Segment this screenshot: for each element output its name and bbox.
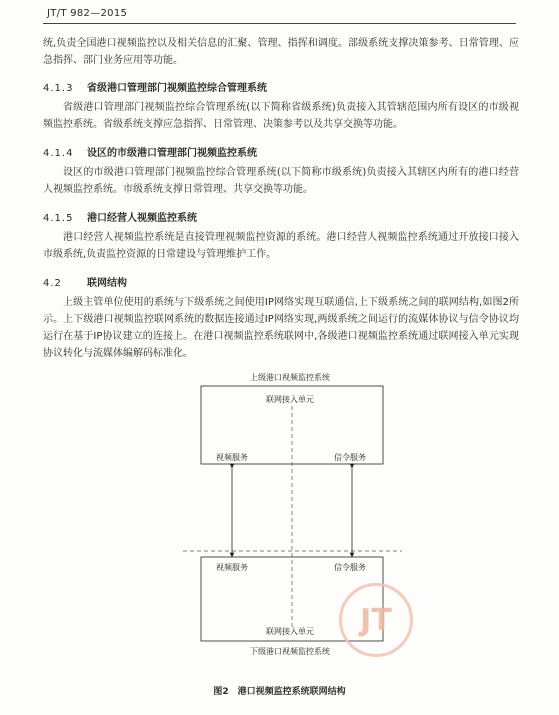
section-4-2-heading bbox=[43, 274, 127, 289]
upper-access-unit-label: 联网接入单元 bbox=[266, 395, 314, 404]
upper-system-label: 上级港口视频监控系统 bbox=[250, 373, 330, 382]
section-title: 省级港口管理部门视频监控综合管理系统 bbox=[87, 83, 267, 94]
lower-signal-service-label: 信令服务 bbox=[334, 563, 366, 572]
upper-system-box bbox=[201, 386, 383, 464]
section-title: 设区的市级港口管理部门视频监控系统 bbox=[87, 148, 257, 159]
section-number: 4.2 bbox=[43, 278, 62, 289]
watermark-text: JT bbox=[360, 602, 392, 638]
section-4-1-4-body: 设区的市级港口管理部门视频监控综合管理系统(以下简称市级系统)负责接入其辖区内所有的港口经营人视频监控系统。市级系统支撑日常管理、共享交换等功能。 bbox=[43, 167, 519, 195]
jt-watermark-stamp bbox=[339, 583, 413, 657]
intro-paragraph: 统,负责全国港口视频监控以及相关信息的汇聚、管理、指挥和调度。部级系统支撑决策参考、日常管理、应急指挥、部门业务应用等功能。 bbox=[43, 38, 519, 66]
lower-system-label: 下级港口视频监控系统 bbox=[250, 647, 330, 656]
section-4-1-5-body: 港口经营人视频监控系统是直接管理视频监控资源的系统。港口经营人视频监控系统通过开放接口接入市级系统,负责监控资源的日常建设与管理维护工作。 bbox=[43, 232, 519, 260]
figure-caption: 图2 港口视频监控系统联网结构 bbox=[213, 687, 346, 697]
document-header-code: JT/T 982—2015 bbox=[47, 8, 128, 19]
section-4-1-3-heading bbox=[43, 79, 267, 94]
section-4-1-4-heading bbox=[43, 144, 257, 159]
section-4-1-5-heading bbox=[43, 209, 197, 224]
section-title: 联网结构 bbox=[87, 278, 127, 289]
section-number: 4.1.3 bbox=[43, 83, 74, 94]
upper-video-service-label: 视频服务 bbox=[216, 453, 248, 462]
section-number: 4.1.4 bbox=[43, 148, 74, 159]
upper-signal-service-label: 信令服务 bbox=[334, 453, 366, 462]
lower-access-unit-label: 联网接入单元 bbox=[266, 627, 314, 636]
section-4-1-3-body: 省级港口管理部门视频监控综合管理系统(以下简称省级系统)负责接入其管辖范围内所有设区的市级视频监控系统。省级系统支撑应急指挥、日常管理、决策参考以及共享交换等功能。 bbox=[43, 102, 519, 130]
header-rule bbox=[43, 23, 516, 24]
section-number: 4.1.5 bbox=[43, 213, 74, 224]
section-title: 港口经营人视频监控系统 bbox=[87, 213, 197, 224]
lower-video-service-label: 视频服务 bbox=[216, 563, 248, 572]
section-4-2-body: 上级主管单位使用的系统与下级系统之间使用IP网络实现互联通信,上下级系统之间的联网结构,如图2所示。上下级港口视频监控联网系统的数据连接通过IP网络实现,两级系统之间运行的流媒体协议与信令协议均运行在基于IP协议建立的连接上。在港口视频监控系统联网中,各级港口视频监控系统通过联网接入单元实现协议转化与流媒体编解码标准化。 bbox=[43, 297, 519, 359]
